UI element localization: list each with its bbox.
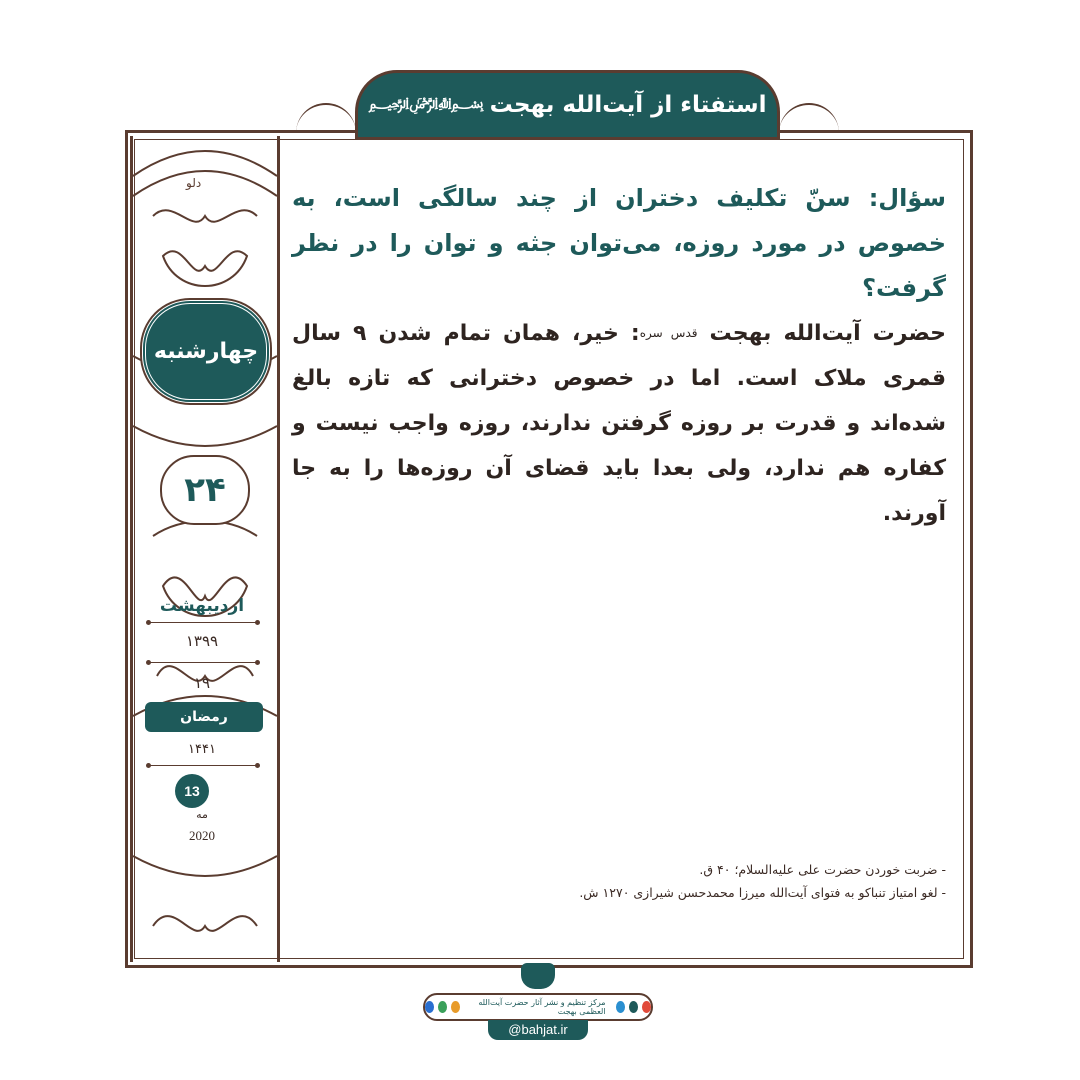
gregorian-year: 2020 (189, 828, 215, 843)
lunar-year: ۱۴۴۱ (188, 742, 216, 757)
answer-paragraph (292, 311, 946, 536)
zodiac-label: دلو (186, 176, 202, 190)
logo-icon (521, 963, 555, 989)
weekday-badge (142, 300, 270, 403)
ornament-bottom (133, 836, 277, 962)
gregorian-month: مه (196, 808, 208, 821)
events-list (500, 858, 946, 904)
answer-lead: حضرت آیت‌الله بهجت (709, 321, 946, 346)
main-content (292, 176, 946, 536)
answer-honorific: قدس سره (639, 326, 698, 340)
divider (148, 662, 258, 663)
event-item: - لغو امتیاز تنباکو به فتوای آیت‌الله میرزا محمدحسن شیرازی ۱۲۷۰ ش. (579, 885, 946, 900)
bale-icon[interactable] (425, 1001, 434, 1013)
soroush-icon[interactable] (438, 1001, 447, 1013)
eitaa-icon[interactable] (451, 1001, 460, 1013)
telegram-icon[interactable] (616, 1001, 625, 1013)
solar-year: ۱۳۹۹ (185, 632, 219, 650)
gregorian-day-badge: 13 (175, 774, 209, 808)
divider (148, 765, 258, 766)
header-title-tab (355, 70, 780, 140)
footer-social-bar (423, 993, 653, 1021)
site-handle[interactable]: @bahjat.ir (488, 1020, 588, 1040)
solar-month: اردیبهشت (159, 596, 245, 616)
solar-day-badge (160, 455, 250, 525)
event-item: - ضربت خوردن حضرت علی علیه‌السلام؛ ۴۰ ق. (699, 862, 946, 877)
answer-body: : خیر، همان تمام شدن ۹ سال قمری ملاک است. اما در خصوص دخترانی که تازه بالغ شده‌اند و قدرت بر روزه گرفتن ندارند، روزه واجب نیست و کفاره هم ندارد، ولی بعدا باید قضای آن روزه‌ها را به جا آورند. (292, 321, 946, 526)
header-title: استفتاء از آیت‌الله بهجت (489, 92, 767, 118)
question-text: سؤال: سنّ تکلیف دختران از چند سالگی است، به خصوص در مورد روزه، می‌توان جثه و توان را در نظر گرفت؟ (292, 184, 946, 302)
aparat-icon[interactable] (642, 1001, 651, 1013)
honorific-glyph: ﷽ (368, 94, 484, 112)
divider (148, 622, 258, 623)
lunar-day: ۱۹ (193, 674, 211, 692)
org-name: مرکز تنظیم و نشر آثار حضرت آیت‌الله العظمی بهجت (478, 998, 606, 1016)
weekday-label: چهارشنبه (153, 339, 259, 364)
lunar-month-badge: رمضان (145, 702, 263, 732)
ornament-lower (133, 526, 277, 726)
solar-day: ۲۴ (184, 470, 226, 510)
instagram-icon[interactable] (629, 1001, 638, 1013)
